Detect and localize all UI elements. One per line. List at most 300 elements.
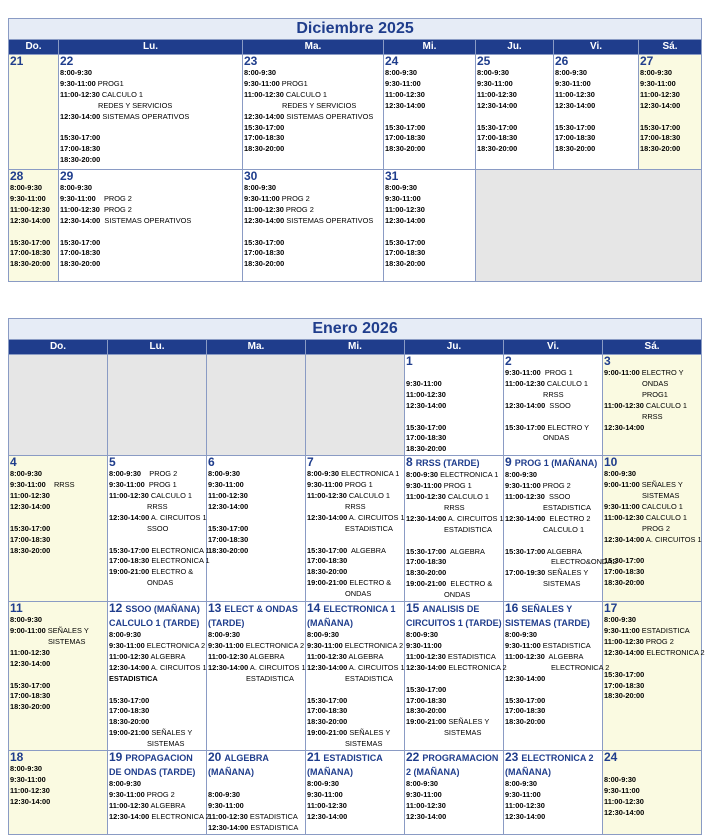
time-slot: 11:00-12:30 [555, 89, 595, 99]
day-number-text: 8 [406, 455, 413, 470]
time-slot: 11:00-12:30 [109, 800, 149, 810]
schedule-line [109, 524, 205, 535]
time-slot: 9:30-11:00 [406, 378, 442, 388]
schedule-line [307, 630, 403, 641]
schedule-line [307, 663, 403, 674]
schedule-line [10, 216, 57, 227]
day-cell [384, 170, 476, 282]
time-slot: 8:00-9:30 [10, 469, 43, 479]
day-cell [603, 601, 705, 751]
schedule-line [10, 786, 106, 797]
time-slot: 12:30-14:00 [604, 422, 645, 432]
time-slot: 18:30-20:00 [406, 568, 447, 578]
day-cell [59, 55, 243, 170]
weekday-header: Do. [9, 40, 59, 55]
course-name: SISTEMAS [642, 491, 680, 501]
time-slot: 11:00-12:30 [208, 491, 248, 501]
day-cell [207, 456, 306, 602]
time-slot: 8:00-9:30 [10, 183, 43, 192]
schedule-line [307, 556, 403, 567]
schedule-line [505, 579, 601, 590]
schedule-line [208, 535, 304, 546]
course-name: ELECTRO Y [545, 422, 590, 432]
day-annotation: PROPAGACION DE ONDAS (TARDE) [109, 753, 196, 778]
time-slot: 17:00-18:30 [640, 133, 681, 143]
schedule-line [406, 706, 502, 717]
day-annotation: ALGEBRA (MAÑANA) [208, 753, 269, 778]
time-slot: 8:00-9:30 [109, 469, 142, 479]
schedule-line [208, 480, 304, 491]
course-name: SISTEMAS [543, 579, 581, 589]
time-slot: 15:30-17:00 [109, 695, 150, 705]
schedule-line [109, 535, 205, 546]
weekday-header: Ju. [476, 40, 554, 55]
day-number-text: 21 [10, 54, 24, 68]
course-name: SISTEMAS OPERATIVOS [284, 215, 374, 225]
time-slot: 8:00-9:30 [604, 774, 637, 784]
schedule-line [10, 238, 57, 249]
time-slot: 18:30-20:00 [385, 144, 426, 154]
time-slot: 15:30-17:00 [505, 695, 546, 705]
time-slot: 18:30-20:00 [60, 155, 101, 165]
time-slot: 9:30-11:00 [307, 480, 343, 490]
schedule-line [505, 674, 601, 685]
schedule-line [109, 790, 205, 801]
schedule-line [109, 469, 205, 480]
day-cell [243, 55, 384, 170]
time-slot: 17:00-18:30 [385, 133, 426, 143]
schedule-line [60, 79, 241, 90]
day-number-text: 12 [109, 601, 123, 616]
time-slot: 12:30-14:00 [505, 513, 546, 523]
schedule-line [307, 685, 403, 696]
day-cell [603, 456, 702, 602]
schedule-line [244, 68, 382, 79]
course-name: PROG 2 [283, 204, 314, 214]
day-number [109, 456, 205, 469]
course-name: ALGEBRA [347, 545, 386, 555]
time-slot: 17:00-19:30 [505, 568, 546, 578]
course-name: ELECTRONICA 1 [339, 469, 400, 479]
schedule-line [555, 101, 637, 112]
time-slot: 15:30-17:00 [307, 545, 348, 555]
day-cell [243, 170, 384, 282]
course-name: ELECTRONICA 1 [438, 470, 499, 480]
time-slot: 8:00-9:30 [604, 469, 637, 479]
course-name: SEÑALES Y [545, 568, 589, 578]
day-annotation: SEÑALES Y SISTEMAS (TARDE) [505, 604, 590, 629]
schedule-line [477, 144, 552, 155]
week-row [9, 456, 702, 602]
schedule-line [208, 469, 304, 480]
schedule-line [109, 545, 210, 557]
day-number-text: 14 [307, 601, 321, 616]
time-slot: 18:30-20:00 [555, 144, 596, 154]
schedule-line [555, 123, 637, 134]
schedule-line [385, 68, 474, 79]
course-name: CALCULO 1 [346, 491, 390, 501]
empty-day-cell [108, 355, 207, 456]
month-title: Enero 2026 [9, 319, 702, 340]
time-slot: 8:00-9:30 [640, 68, 673, 77]
course-name: SISTEMAS [345, 739, 383, 749]
time-slot: 11:00-12:30 [307, 651, 347, 661]
calendar-diciembre-2025 [8, 18, 702, 282]
time-slot: 17:00-18:30 [307, 706, 348, 716]
time-slot: 9:30-11:00 [477, 78, 513, 88]
time-slot: 11:00-12:30 [604, 512, 644, 522]
day-annotation: ELECTRONICA 2 (MAÑANA) [505, 753, 594, 778]
schedule-line [406, 717, 502, 728]
time-slot: 17:00-18:30 [244, 133, 285, 143]
course-name: RRSS [642, 411, 663, 421]
schedule-line [208, 663, 304, 674]
schedule-line [604, 556, 700, 567]
course-name: PROG 2 [99, 204, 132, 214]
schedule-line [307, 546, 403, 557]
day-number-text: 3 [604, 354, 611, 368]
schedule-line [10, 702, 106, 713]
time-slot: 8:00-9:30 [307, 779, 340, 789]
schedule-line [406, 590, 502, 601]
schedule-line [505, 779, 601, 790]
time-slot: 9:30-11:00 [208, 480, 244, 490]
time-slot: 9:30-11:00 [505, 789, 541, 799]
course-name: A. CIRCUITOS 1 [347, 662, 405, 672]
time-slot: 9:30-11:00 [505, 640, 541, 650]
time-slot: 11:00-12:30 [505, 651, 545, 661]
schedule-line [505, 652, 601, 663]
time-slot: 12:30-14:00 [604, 647, 645, 657]
day-number-text: 24 [385, 54, 399, 68]
schedule-line [406, 412, 502, 423]
day-number-text: 19 [109, 750, 123, 765]
schedule-line [385, 123, 474, 134]
schedule-line [109, 685, 205, 696]
course-name: ELECTRO 2 [545, 513, 591, 523]
schedule-line [307, 578, 403, 589]
time-slot: 8:00-9:30 [307, 469, 340, 479]
time-slot: 17:00-18:30 [10, 691, 51, 701]
schedule-line [604, 626, 700, 637]
time-slot: 18:30-20:00 [10, 545, 51, 555]
day-number-text: 21 [307, 750, 321, 765]
schedule-line [640, 79, 700, 90]
schedule-line [10, 670, 106, 681]
day-number [505, 355, 601, 368]
course-name: PROG 1 [441, 481, 472, 491]
course-name: REDES Y SERVICIOS [98, 100, 173, 110]
day-cell [306, 456, 405, 602]
schedule-line [406, 368, 502, 379]
weekday-header: Vi. [554, 40, 639, 55]
schedule-line [477, 123, 552, 134]
day-cell [207, 602, 306, 751]
course-name: RRSS [147, 501, 168, 511]
course-name: SEÑALES Y [45, 625, 89, 635]
time-slot: 8:00-9:30 [385, 183, 418, 192]
schedule-line [406, 674, 502, 685]
schedule-line [60, 144, 241, 155]
day-cell [384, 55, 476, 170]
course-name: RRSS [444, 502, 465, 512]
time-slot: 17:00-18:30 [505, 706, 546, 716]
schedule-line [307, 480, 403, 491]
weekday-header: Vi. [504, 340, 603, 355]
schedule-line [60, 112, 241, 123]
schedule-line [307, 790, 403, 801]
schedule-line [244, 144, 382, 155]
day-number [604, 456, 700, 469]
schedule-line [406, 662, 507, 674]
schedule-line [109, 556, 210, 567]
schedule-line [406, 503, 502, 514]
time-slot: 12:30-14:00 [307, 662, 348, 672]
time-slot: 9:30-11:00 [109, 640, 145, 650]
time-slot: 8:00-9:30 [555, 68, 588, 77]
time-slot: 11:00-12:30 [505, 378, 545, 388]
course-name: ONDAS [642, 378, 669, 388]
schedule-line [505, 470, 601, 481]
schedule-line [10, 535, 106, 546]
time-slot: 18:30-20:00 [307, 717, 348, 727]
time-slot: 18:30-20:00 [244, 259, 285, 269]
time-slot: 17:00-18:30 [604, 567, 645, 577]
day-number-text: 4 [10, 455, 17, 470]
course-name: ELECTRONICA 2 [446, 662, 507, 672]
schedule-line [406, 728, 502, 739]
day-number [604, 602, 700, 615]
day-number-text: 22 [60, 54, 74, 68]
schedule-line [385, 205, 474, 216]
course-name: ELECTRO & [446, 579, 493, 589]
course-name: CALCULO 1 [99, 89, 143, 99]
schedule-line [505, 641, 601, 652]
course-name: ELECTRONICA 2 [342, 640, 404, 650]
time-slot: 18:30-20:00 [60, 259, 101, 269]
day-annotation: ELECT & ONDAS (TARDE) [208, 604, 298, 629]
day-number [244, 55, 382, 68]
time-slot: 11:00-12:30 [385, 89, 425, 99]
schedule-line [505, 706, 601, 717]
time-slot: 11:00-12:30 [477, 89, 517, 99]
week-row [9, 55, 702, 170]
time-slot: 18:30-20:00 [10, 702, 51, 712]
time-slot: 11:00-12:30 [109, 651, 149, 661]
time-slot: 15:30-17:00 [406, 684, 447, 694]
time-slot: 11:00-12:30 [505, 800, 545, 810]
time-slot: 15:30-17:00 [307, 695, 348, 705]
day-number-text: 7 [307, 455, 314, 470]
schedule-line [307, 502, 403, 513]
schedule-line [555, 79, 637, 90]
weekday-header: Lu. [59, 40, 243, 55]
schedule-line [307, 696, 403, 707]
weekday-header: Mi. [384, 40, 476, 55]
day-number [385, 55, 474, 68]
schedule-line [244, 133, 382, 144]
course-name: PROG 2 [144, 789, 175, 799]
time-slot: 11:00-12:30 [208, 651, 248, 661]
schedule-line [208, 801, 304, 812]
schedule-line [640, 101, 700, 112]
time-slot: 12:30-14:00 [307, 811, 348, 821]
schedule-line [406, 696, 502, 707]
time-slot: 9:30-11:00 [208, 640, 244, 650]
schedule-line [385, 144, 474, 155]
schedule-line [505, 492, 601, 503]
schedule-line [60, 205, 241, 216]
time-slot: 11:00-12:30 [307, 800, 347, 810]
schedule-line [604, 546, 700, 557]
day-number [10, 602, 106, 615]
day-number [10, 751, 106, 764]
time-slot: 12:30-14:00 [10, 658, 51, 668]
schedule-line [244, 90, 382, 101]
course-name: A. CIRCUITOS 1 [248, 662, 306, 672]
schedule-line [208, 524, 304, 535]
time-slot: 9:30-11:00 [505, 481, 541, 491]
time-slot: 8:00-9:30 [505, 630, 538, 640]
schedule-line [60, 227, 241, 238]
time-slot: 9:30-11:00 [244, 78, 280, 88]
schedule-line [406, 547, 502, 558]
schedule-line [604, 647, 705, 659]
schedule-line [604, 469, 700, 480]
day-number-text: 23 [244, 54, 258, 68]
schedule-line [385, 133, 474, 144]
day-number-text: 30 [244, 169, 258, 183]
schedule-line [60, 216, 241, 227]
time-slot: 12:30-14:00 [244, 215, 285, 225]
course-name: ESTADISTICA [543, 502, 591, 512]
time-slot: 8:00-9:30 [307, 630, 340, 640]
course-name: ESTADISTICA [444, 524, 492, 534]
schedule-line [555, 90, 637, 101]
time-slot: 9:30-11:00 [307, 640, 343, 650]
course-name: CALCULO 1 [544, 378, 588, 388]
schedule-line [109, 801, 205, 812]
time-slot: 8:00-9:30 [10, 764, 43, 774]
schedule-line [60, 90, 241, 101]
schedule-line [307, 513, 403, 524]
course-name: ELECTRONICA 1 [149, 545, 210, 555]
time-slot: 9:00-11:00 [604, 368, 640, 377]
schedule-line [604, 491, 700, 502]
time-slot: 9:30-11:00 [244, 193, 280, 203]
schedule-line [505, 717, 601, 728]
course-name: ELECTRONICA 2 [551, 662, 610, 672]
schedule-line [10, 205, 57, 216]
week-row [9, 170, 702, 282]
schedule-line [208, 823, 304, 834]
schedule-line [385, 216, 474, 227]
day-cell [9, 55, 59, 170]
course-name: ELECTRO & [347, 578, 392, 588]
schedule-line [406, 568, 502, 579]
schedule-line [505, 379, 601, 390]
schedule-line [477, 101, 552, 112]
time-slot: 11:00-12:30 [406, 800, 446, 810]
schedule-line [307, 469, 403, 480]
time-slot: 17:00-18:30 [244, 248, 285, 258]
course-name: SSOO [147, 523, 169, 533]
time-slot: 19:00-21:00 [109, 728, 150, 738]
day-number-text: 26 [555, 54, 569, 68]
time-slot: 8:00-9:30 [385, 68, 418, 77]
time-slot: 8:00-9:30 [60, 68, 93, 77]
time-slot: 17:00-18:30 [604, 680, 645, 690]
time-slot: 12:30-14:00 [10, 215, 51, 225]
time-slot: 18:30-20:00 [406, 444, 447, 454]
schedule-line [406, 481, 502, 492]
schedule-line [307, 535, 403, 546]
schedule-line [208, 790, 304, 801]
schedule-line [10, 524, 106, 535]
empty-day-cell [207, 355, 306, 456]
schedule-line [604, 670, 700, 681]
course-name: ONDAS [444, 590, 471, 600]
course-name: PROG 2 [95, 193, 132, 203]
time-slot: 11:00-12:30 [406, 651, 446, 661]
day-number-text: 27 [640, 54, 654, 68]
time-slot: ESTADISTICA [109, 673, 158, 683]
time-slot: 9:30-11:00 [385, 78, 421, 88]
course-name: CALCULO 1 [643, 400, 687, 410]
course-name: ESTADISTICA [247, 811, 298, 821]
time-slot: 19:00-21:00 [406, 579, 447, 589]
course-name: SEÑALES Y [149, 728, 193, 738]
schedule-line [406, 652, 502, 663]
schedule-line [555, 68, 637, 79]
schedule-line [505, 790, 601, 801]
schedule-line [505, 568, 601, 579]
day-number [307, 751, 403, 779]
time-slot: 8:00-9:30 [10, 615, 43, 625]
schedule-line [109, 480, 205, 491]
schedule-line [604, 502, 700, 513]
schedule-line [244, 123, 382, 134]
day-number-text: 13 [208, 601, 222, 616]
day-number [406, 456, 502, 470]
time-slot: 12:30-14:00 [307, 512, 348, 522]
day-number-text: 18 [10, 750, 24, 765]
schedule-line [505, 525, 601, 536]
empty-day-cell [476, 170, 702, 282]
schedule-line [477, 133, 552, 144]
schedule-line [307, 567, 403, 578]
schedule-line [406, 492, 502, 503]
time-slot: 11:00-12:30 [60, 204, 100, 214]
day-number [477, 55, 552, 68]
time-slot: 11:00-12:30 [109, 491, 149, 501]
day-number [307, 456, 403, 469]
time-slot: 12:30-14:00 [244, 111, 285, 121]
schedule-line [385, 238, 474, 249]
time-slot: 9:30-11:00 [604, 625, 640, 635]
time-slot: 19:00-21:00 [307, 728, 348, 738]
schedule-line [604, 390, 700, 401]
time-slot: 15:30-17:00 [10, 523, 51, 533]
schedule-line [385, 90, 474, 101]
day-cell [554, 55, 639, 170]
schedule-line [555, 144, 637, 155]
day-cell [639, 55, 702, 170]
day-number-text: 2 [505, 354, 512, 368]
day-cell [108, 455, 210, 602]
time-slot: 17:00-18:30 [477, 133, 518, 143]
day-number-text: 16 [505, 601, 519, 616]
